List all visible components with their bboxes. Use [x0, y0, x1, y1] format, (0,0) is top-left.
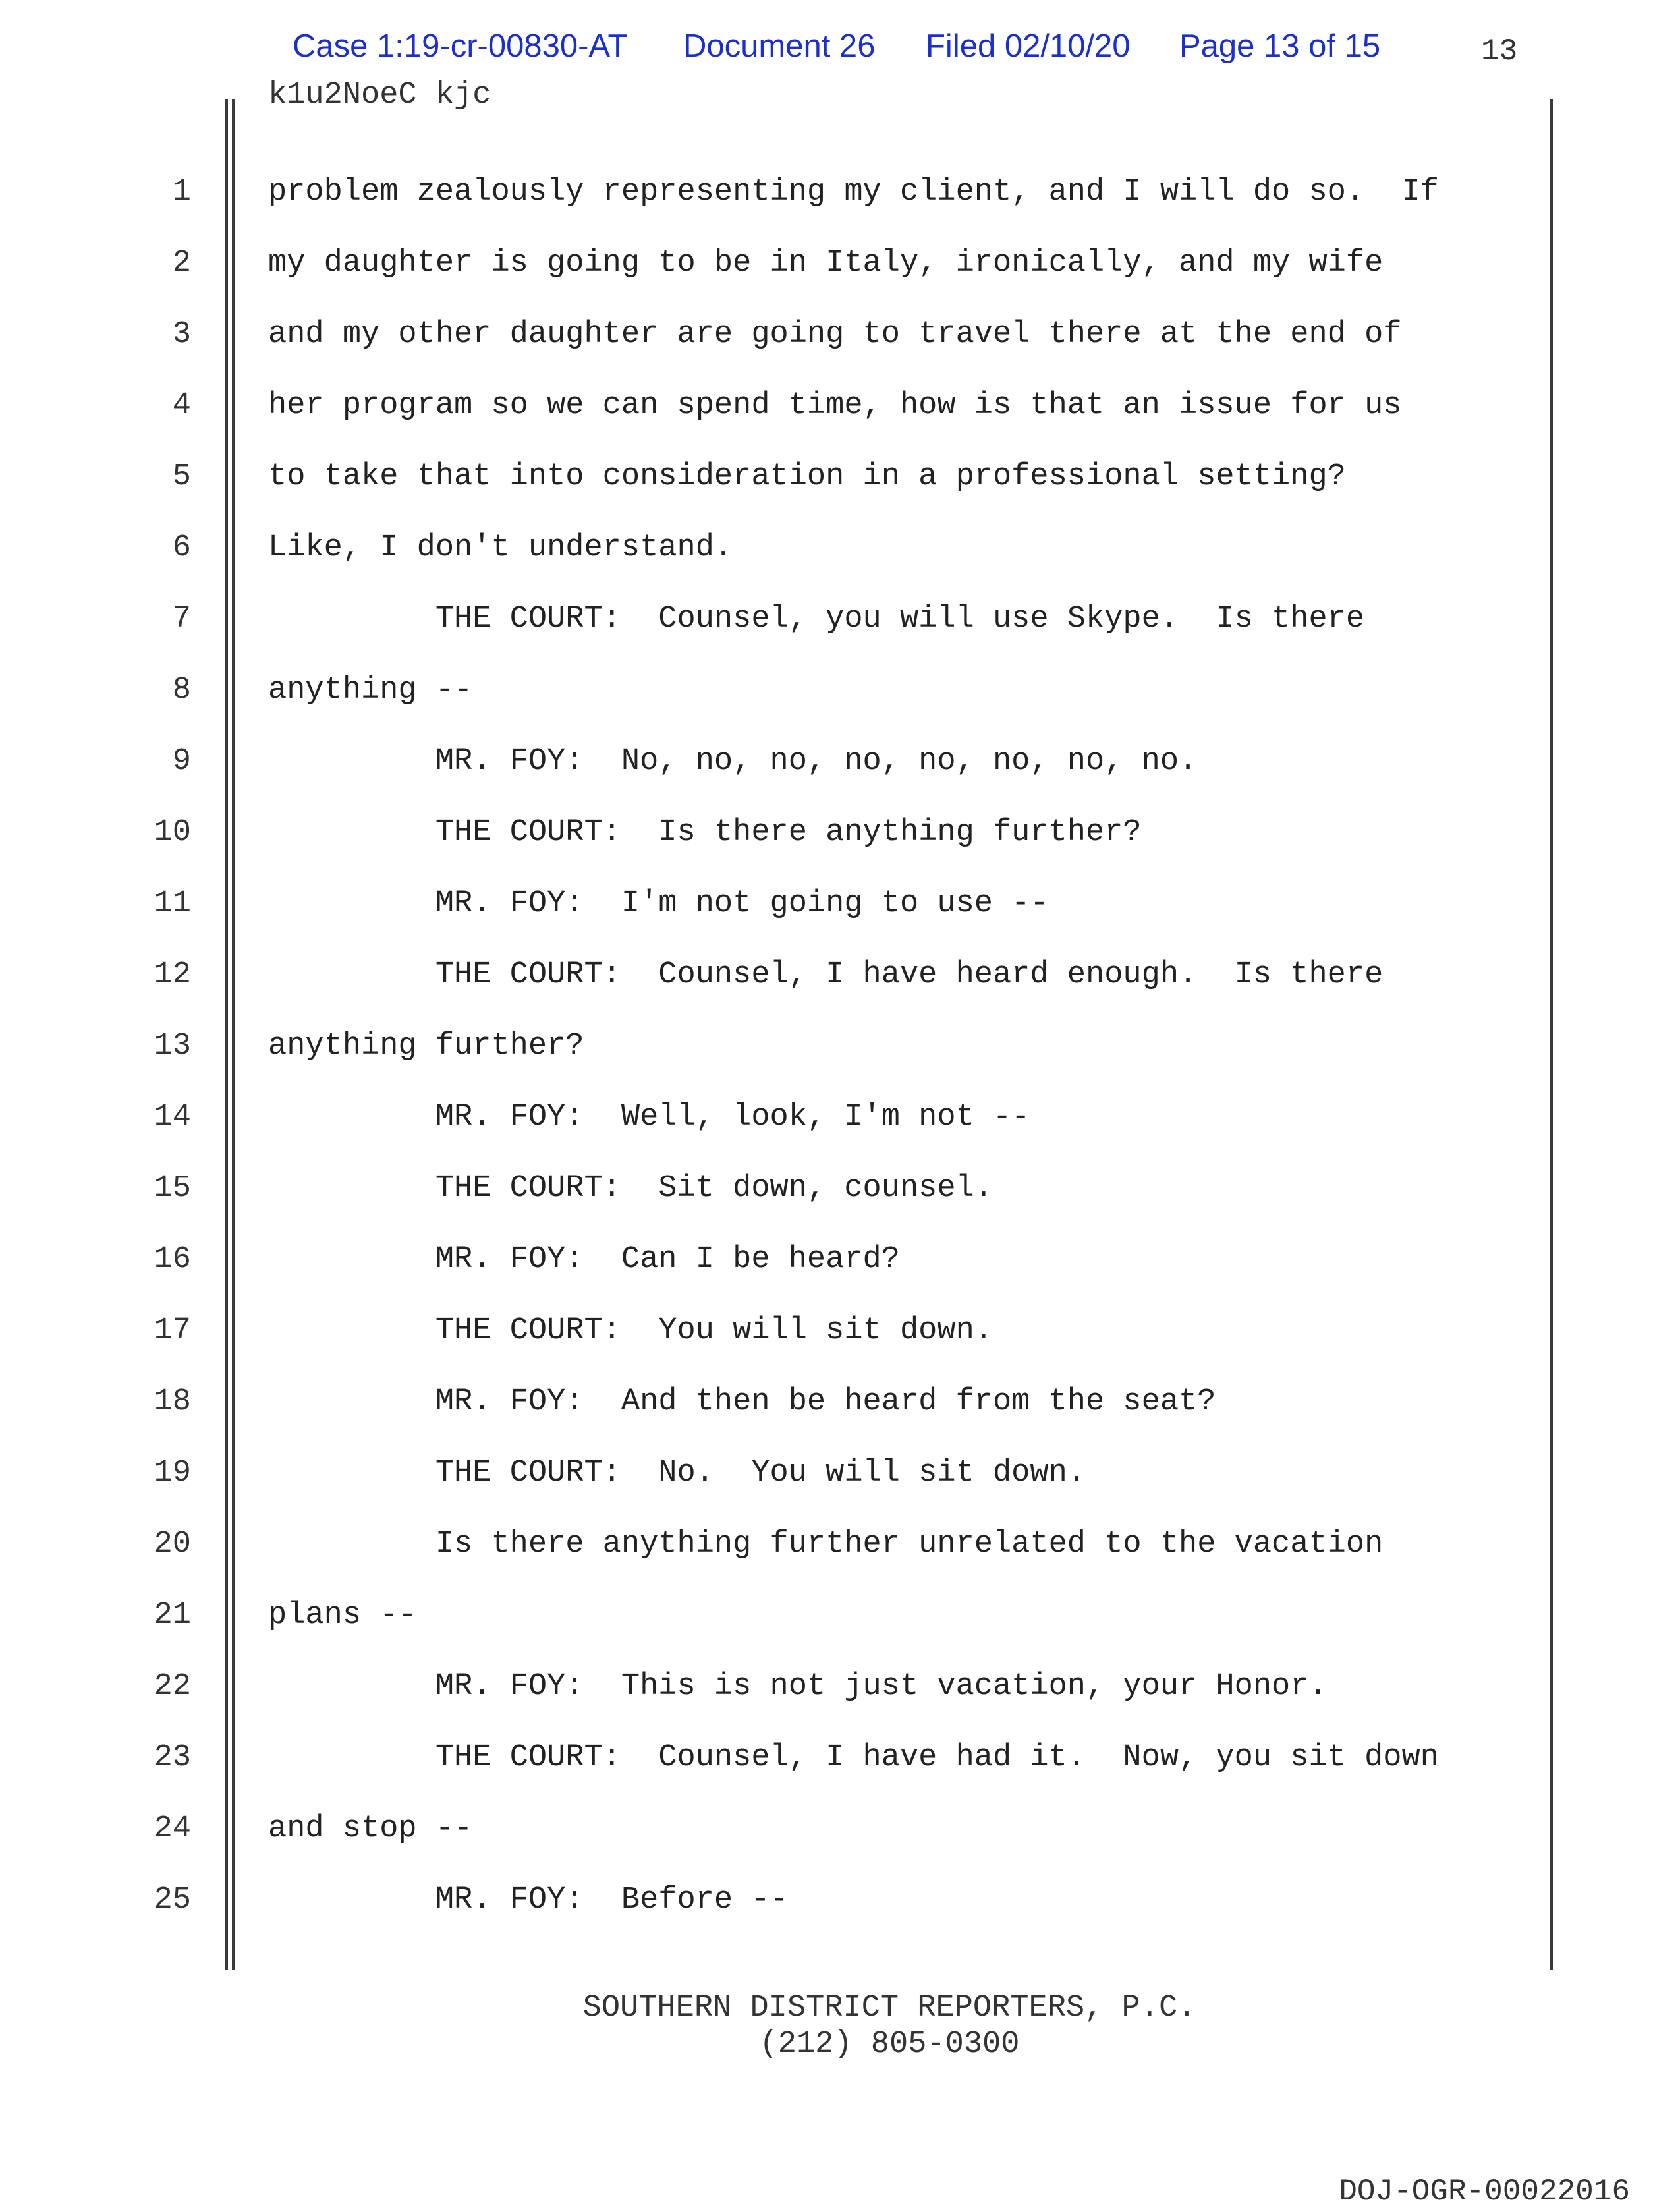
left-margin-rule-inner: [232, 99, 235, 1970]
transcript-line: and stop --: [268, 1811, 473, 1846]
transcript-line: anything --: [268, 673, 473, 708]
transcript-line: THE COURT: No. You will sit down.: [268, 1456, 1086, 1490]
page-of-total: Page 13 of 15: [1179, 28, 1381, 64]
line-number: 15: [154, 1171, 191, 1206]
line-number: 3: [172, 317, 191, 352]
line-number: 11: [154, 886, 191, 921]
right-margin-rule: [1550, 99, 1553, 1970]
line-number: 21: [154, 1598, 191, 1633]
transcript-line: MR. FOY: No, no, no, no, no, no, no, no.: [268, 744, 1198, 779]
line-number: 17: [154, 1313, 191, 1348]
transcript-line: MR. FOY: And then be heard from the seat?: [268, 1384, 1216, 1419]
transcript-line: THE COURT: Counsel, I have had it. Now, you sit down: [268, 1740, 1439, 1775]
filed-date: Filed 02/10/20: [926, 28, 1131, 64]
bates-number: DOJ-OGR-00022016: [1339, 2174, 1630, 2209]
line-number: 16: [154, 1242, 191, 1277]
line-number: 23: [154, 1740, 191, 1775]
line-number: 7: [172, 602, 191, 637]
reporter-id: k1u2NoeC kjc: [268, 78, 491, 113]
line-number: 6: [172, 530, 191, 565]
line-number: 4: [172, 388, 191, 423]
transcript-line: my daughter is going to be in Italy, ironically, and my wife: [268, 246, 1384, 281]
case-number: Case 1:19-cr-00830-AT: [293, 28, 628, 64]
transcript-line: THE COURT: Counsel, I have heard enough. Is there: [268, 957, 1384, 992]
transcript-line: Like, I don't understand.: [268, 530, 733, 565]
line-number: 5: [172, 459, 191, 494]
line-number: 1: [172, 175, 191, 210]
footer: [0, 1990, 1680, 2062]
transcript-line: MR. FOY: I'm not going to use --: [268, 886, 1049, 921]
line-number: 25: [154, 1883, 191, 1917]
transcript-line: MR. FOY: Well, look, I'm not --: [268, 1100, 1030, 1135]
transcript-page-number: 13: [1481, 34, 1518, 69]
transcript-line: plans --: [268, 1598, 417, 1633]
line-number: 18: [154, 1384, 191, 1419]
line-number: 19: [154, 1456, 191, 1490]
line-number: 22: [154, 1669, 191, 1704]
line-number: 9: [172, 744, 191, 779]
transcript-line: MR. FOY: This is not just vacation, your Honor.: [268, 1669, 1328, 1704]
left-margin-rule-outer: [225, 99, 228, 1970]
document-number: Document 26: [683, 28, 876, 64]
transcript-line: MR. FOY: Before --: [268, 1883, 789, 1917]
transcript-line: to take that into consideration in a professional setting?: [268, 459, 1346, 494]
line-number: 12: [154, 957, 191, 992]
transcript-line: problem zealously representing my client, and I will do so. If: [268, 175, 1439, 210]
transcript-line: THE COURT: You will sit down.: [268, 1313, 993, 1348]
transcript-line: anything further?: [268, 1029, 584, 1063]
transcript-line: THE COURT: Sit down, counsel.: [268, 1171, 993, 1206]
line-number: 13: [154, 1029, 191, 1063]
line-number: 20: [154, 1527, 191, 1562]
transcript-line: and my other daughter are going to travel there at the end of: [268, 317, 1402, 352]
reporter-name: SOUTHERN DISTRICT REPORTERS, P.C.: [582, 1991, 1196, 2026]
line-number: 24: [154, 1811, 191, 1846]
transcript-line: THE COURT: Is there anything further?: [268, 815, 1142, 850]
transcript-line: MR. FOY: Can I be heard?: [268, 1242, 900, 1277]
reporter-phone: (212) 805-0300: [759, 2027, 1020, 2062]
line-number: 2: [172, 246, 191, 281]
line-number: 14: [154, 1100, 191, 1135]
transcript-line: her program so we can spend time, how is that an issue for us: [268, 388, 1402, 423]
transcript-line: Is there anything further unrelated to the vacation: [268, 1527, 1384, 1562]
transcript-line: THE COURT: Counsel, you will use Skype. Is there: [268, 602, 1365, 637]
line-number: 8: [172, 673, 191, 708]
line-number: 10: [154, 815, 191, 850]
